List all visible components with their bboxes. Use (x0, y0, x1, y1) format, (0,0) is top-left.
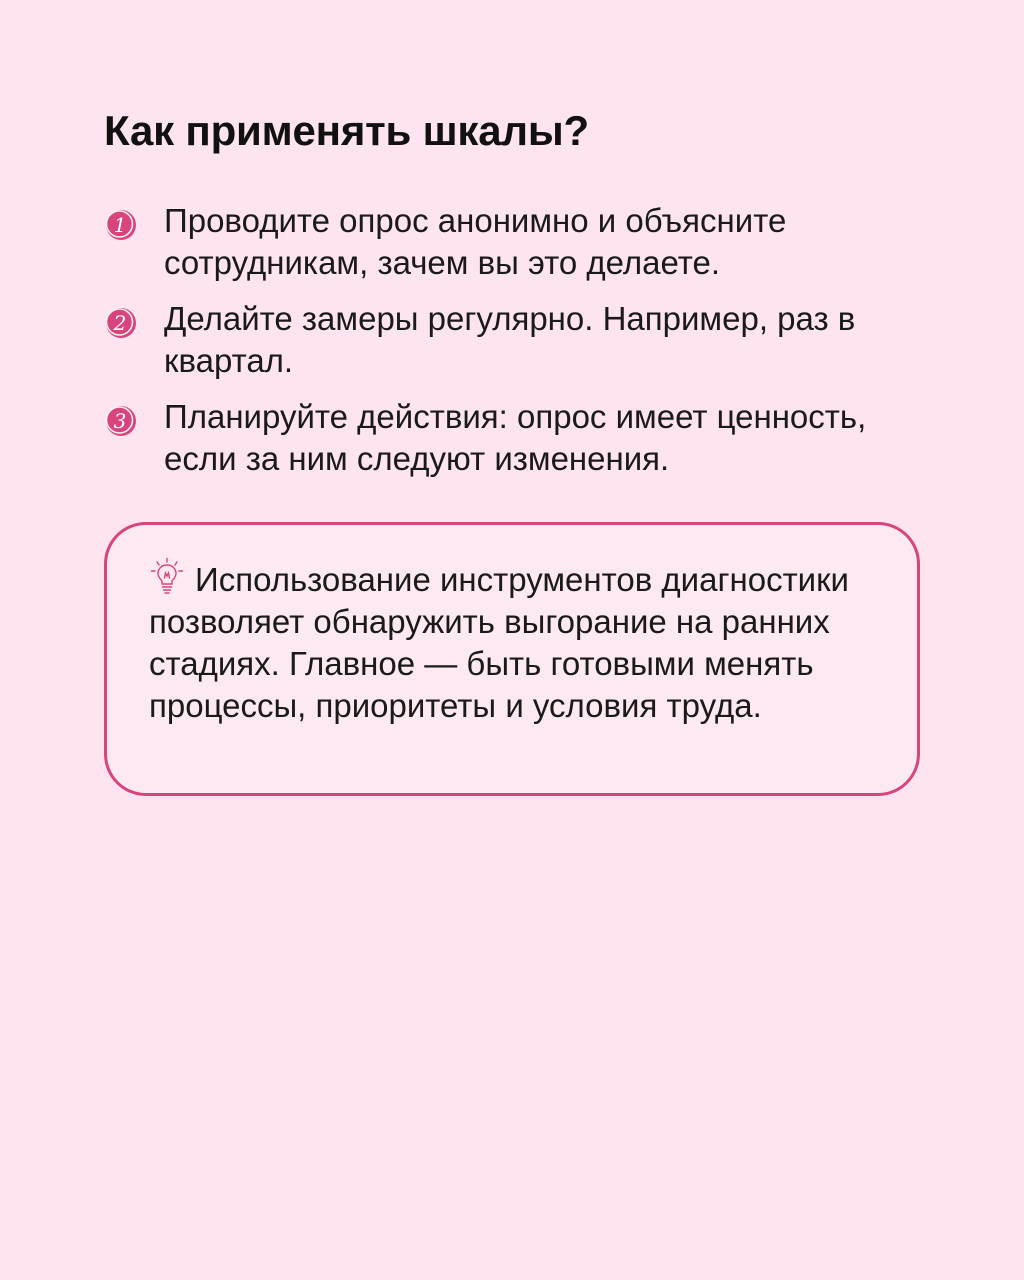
step-item-3 (104, 396, 944, 480)
page-title: Как применять шкалы? (104, 107, 589, 154)
number-2-badge-icon (104, 306, 138, 340)
tip-content (149, 557, 889, 727)
steps-list (104, 200, 944, 494)
tip-box (104, 522, 920, 796)
step-1-number: 1 (113, 213, 127, 237)
number-3-badge-icon (104, 404, 138, 438)
step-3-text: Планируйте действия: опрос имеет ценность, если за ним следуют изменения. (164, 398, 867, 477)
step-2-text: Делайте замеры регулярно. Например, раз в квартал. (164, 300, 856, 379)
step-3-number: 3 (113, 409, 127, 433)
number-1-badge-icon (104, 208, 138, 242)
lightbulb-icon (149, 557, 185, 595)
step-item-1 (104, 200, 944, 284)
step-item-2 (104, 298, 944, 382)
step-1-text: Проводите опрос анонимно и объясните сотрудникам, зачем вы это делаете. (164, 202, 787, 281)
tip-text: Использование инструментов диагностики позволяет обнаружить выгорание на ранних стадиях. Главное — быть готовыми менять процессы, приоритеты и условия труда. (149, 561, 849, 724)
step-2-number: 2 (113, 311, 127, 335)
